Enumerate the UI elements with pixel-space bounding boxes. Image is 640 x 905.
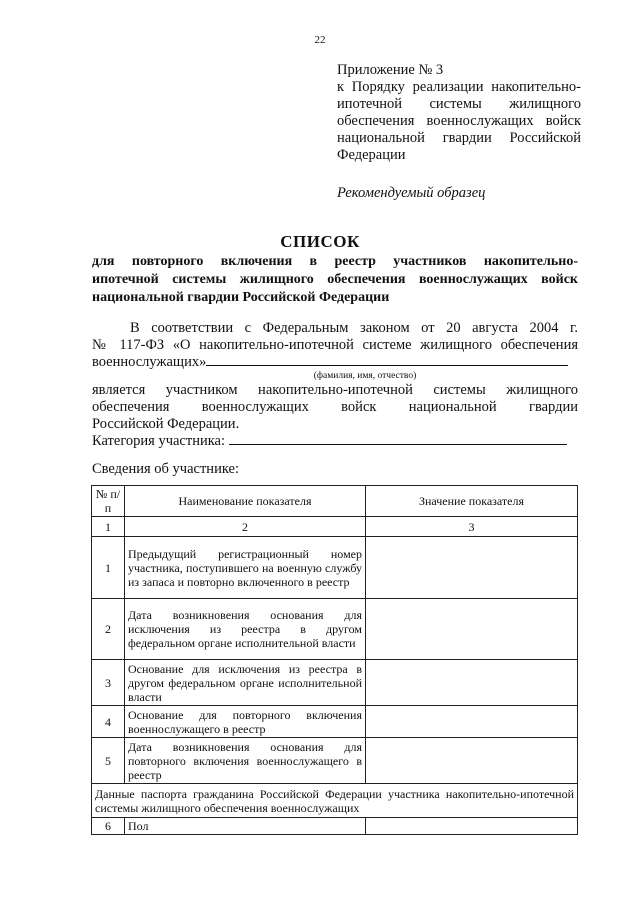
- appendix-line: национальной гвардии Российской: [337, 130, 581, 146]
- header-cell-name: Наименование показателя: [125, 486, 366, 517]
- row-name: Пол: [125, 818, 366, 835]
- table-row: [92, 706, 578, 738]
- category-label: Категория участника:: [92, 433, 226, 449]
- subtitle-line: для повторного включения в реестр участников накопительно-: [92, 254, 578, 269]
- table-row: [92, 818, 578, 835]
- table-header-row: [92, 486, 578, 517]
- passport-section-row: [92, 784, 578, 818]
- participant-line: является участником накопительно-ипотечной системы жилищного: [92, 382, 578, 398]
- row-number: 6: [92, 818, 125, 835]
- appendix-block: [337, 62, 581, 202]
- intro-line: военнослужащих»: [92, 354, 207, 370]
- column-number: 1: [92, 517, 125, 537]
- row-value[interactable]: [366, 599, 578, 660]
- header-cell-value: Значение показателя: [366, 486, 578, 517]
- category-field[interactable]: [229, 444, 567, 445]
- column-number-row: [92, 517, 578, 537]
- participant-line: Российской Федерации.: [92, 416, 240, 432]
- intro-line: В соответствии с Федеральным законом от 20 августа 2004 г.: [130, 320, 578, 336]
- appendix-title: Приложение № 3: [337, 62, 444, 78]
- row-number: 5: [92, 738, 125, 784]
- header-cell-number: № п/п: [92, 486, 125, 517]
- appendix-line: ипотечной системы жилищного: [337, 96, 581, 112]
- row-name: Дата возникновения основания для повторного включения военнослужащего в реестр: [125, 738, 366, 784]
- document-subtitle: [92, 253, 578, 307]
- fio-caption: (фамилия, имя, отчество): [313, 371, 417, 381]
- subtitle-line: ипотечной системы жилищного обеспечения военнослужащих войск: [92, 272, 578, 287]
- row-name: Предыдущий регистрационный номер участника, поступившего на военную службу из запаса и повторно включенного в реестр: [125, 537, 366, 599]
- table-row: [92, 537, 578, 599]
- row-number: 3: [92, 660, 125, 706]
- page-number: 22: [314, 34, 326, 46]
- sample-label: Рекомендуемый образец: [337, 185, 486, 201]
- table-row: [92, 660, 578, 706]
- row-name: Основание для повторного включения военнослужащего в реестр: [125, 706, 366, 738]
- document-title: СПИСОК: [280, 232, 360, 251]
- row-value[interactable]: [366, 818, 578, 835]
- intro-line: № 117-ФЗ «О накопительно-ипотечной системе жилищного обеспечения: [92, 337, 578, 353]
- participant-line: обеспечения военнослужащих войск национальной гвардии: [92, 399, 578, 415]
- row-value[interactable]: [366, 537, 578, 599]
- row-name: Дата возникновения основания для исключения из реестра в другом федеральном органе исполнительной власти: [125, 599, 366, 660]
- participant-info-table: [91, 485, 578, 835]
- row-value[interactable]: [366, 706, 578, 738]
- column-number: 2: [125, 517, 366, 537]
- row-number: 2: [92, 599, 125, 660]
- appendix-line: обеспечения военнослужащих войск: [337, 113, 581, 129]
- intro-paragraph: [92, 320, 578, 478]
- row-name: Основание для исключения из реестра в другом федеральном органе исполнительной власти: [125, 660, 366, 706]
- row-number: 4: [92, 706, 125, 738]
- row-value[interactable]: [366, 738, 578, 784]
- table-row: [92, 599, 578, 660]
- subtitle-line: национальной гвардии Российской Федерации: [92, 290, 390, 305]
- passport-section-title: Данные паспорта гражданина Российской Федерации участника накопительно-ипотечной системы жилищного обеспечения военнослужащих: [92, 784, 578, 818]
- appendix-line: к Порядку реализации накопительно-: [337, 79, 581, 95]
- row-number: 1: [92, 537, 125, 599]
- appendix-line: Федерации: [337, 147, 406, 163]
- fio-field[interactable]: [206, 365, 568, 366]
- table-row: [92, 738, 578, 784]
- info-label: Сведения об участнике:: [92, 461, 239, 477]
- column-number: 3: [366, 517, 578, 537]
- row-value[interactable]: [366, 660, 578, 706]
